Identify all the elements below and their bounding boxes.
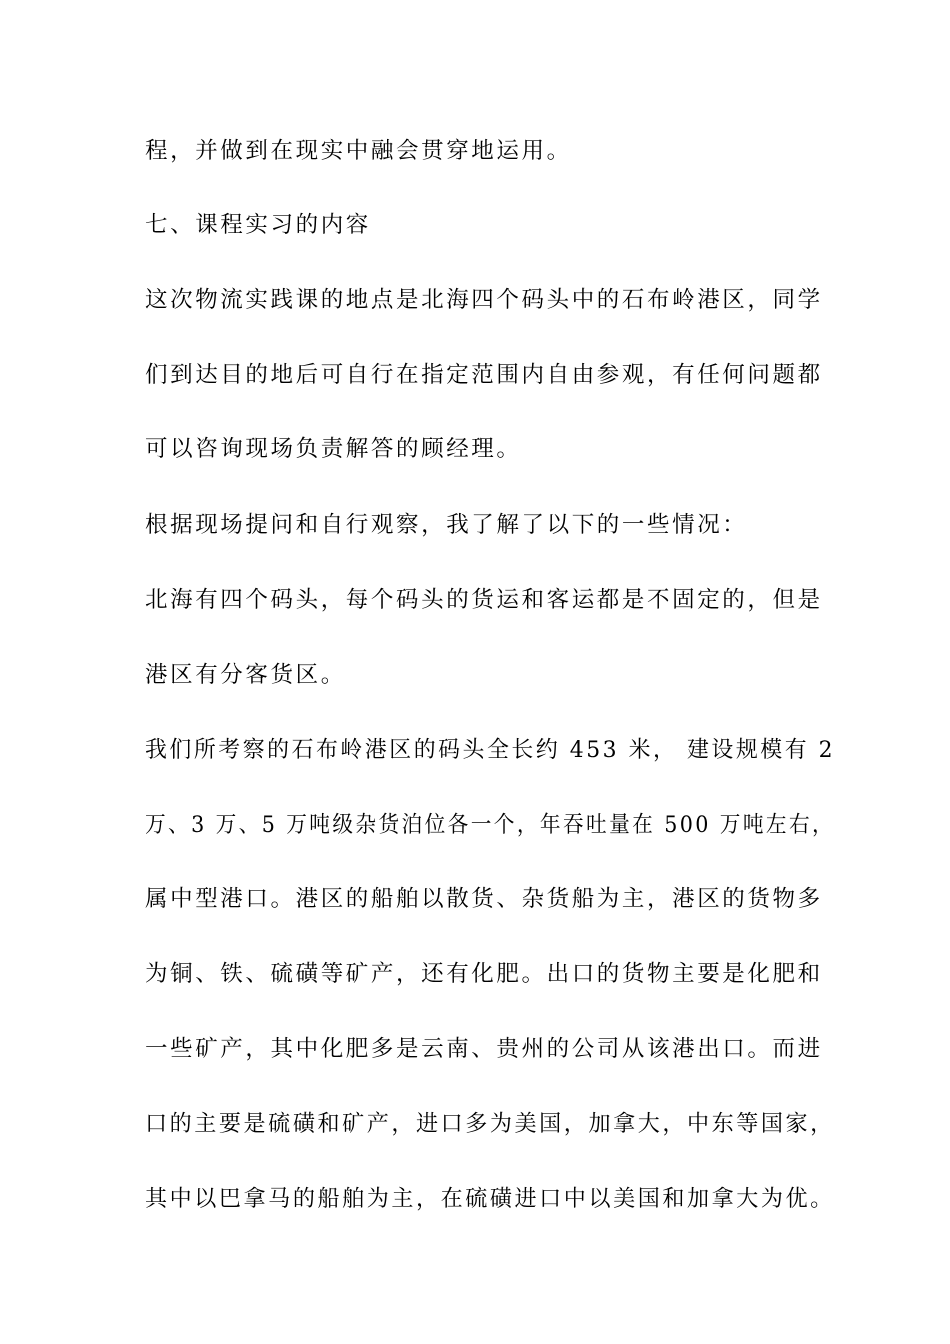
paragraph-line: 一些矿产，其中化肥多是云南、贵州的公司从该港出口。而进 (145, 1036, 823, 1062)
paragraph-line: 们到达目的地后可自行在指定范围内自由参观，有任何问题都 (145, 362, 823, 388)
section-heading: 七、课程实习的内容 (145, 212, 371, 238)
paragraph-line: 属中型港口。港区的船舶以散货、杂货船为主，港区的货物多 (145, 886, 823, 912)
paragraph-line: 可以咨询现场负责解答的顾经理。 (145, 436, 522, 462)
paragraph-line: 其中以巴拿马的船舶为主，在硫磺进口中以美国和加拿大为优。 (145, 1186, 835, 1212)
paragraph-line: 口的主要是硫磺和矿产，进口多为美国，加拿大，中东等国家， (145, 1111, 835, 1137)
paragraph-line: 程，并做到在现实中融会贯穿地运用。 (145, 138, 572, 164)
paragraph-line: 为铜、铁、硫磺等矿产，还有化肥。出口的货物主要是化肥和 (145, 961, 823, 987)
paragraph-line: 这次物流实践课的地点是北海四个码头中的石布岭港区，同学 (145, 287, 823, 313)
paragraph-line: 万、3 万、5 万吨级杂货泊位各一个，年吞吐量在 500 万吨左右， (145, 812, 836, 838)
paragraph-line: 港区有分客货区。 (145, 662, 346, 688)
paragraph-line: 北海有四个码头，每个码头的货运和客运都是不固定的，但是 (145, 587, 823, 613)
paragraph-line: 根据现场提问和自行观察，我了解了以下的一些情况： (145, 512, 748, 538)
paragraph-line: 我们所考察的石布岭港区的码头全长约 453 米， 建设规模有 2 (145, 737, 836, 763)
